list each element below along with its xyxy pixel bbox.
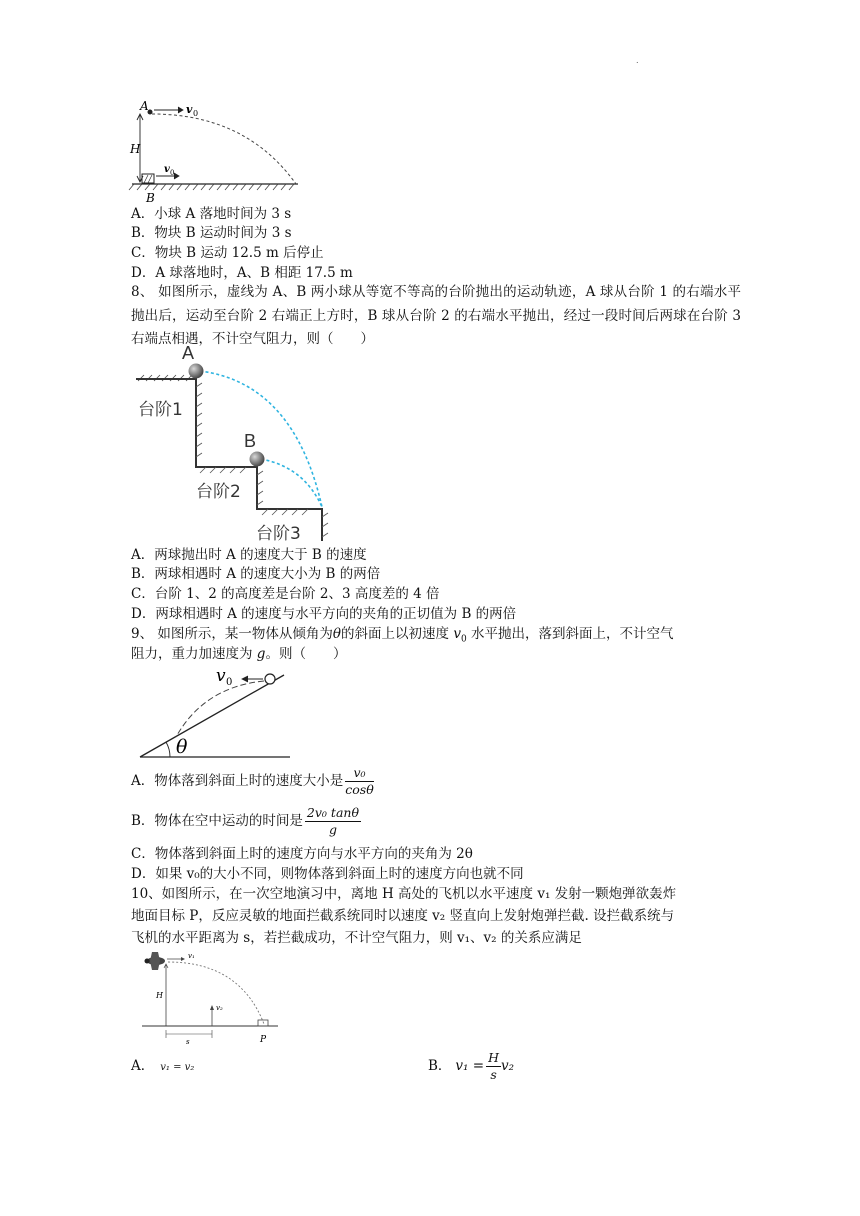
- q8-figure: [134, 343, 334, 543]
- q9-figure: [136, 665, 296, 765]
- q10-stem-line1: 10、如图所示，在一次空地演习中，离地 H 高处的飞机以水平速度 v₁ 发射一颗炮弹欲轰炸: [131, 886, 677, 902]
- q9-option-c: C．物体落到斜面上时的速度方向与水平方向的夹角为 2θ: [131, 846, 473, 862]
- q7-label-v0-top: v: [186, 103, 193, 116]
- q9-label-theta: θ: [176, 736, 188, 758]
- q7-label-v0-bottom-sub: 0: [170, 169, 175, 177]
- q9-label-v0-sub: 0: [226, 677, 233, 688]
- q7-option-d: D．A 球落地时，A、B 相距 17.5 m: [131, 265, 353, 281]
- q7-label-B: B: [146, 191, 155, 205]
- q7-label-H: H: [130, 142, 141, 156]
- q9-option-a: A．物体落到斜面上时的速度大小是 $\frac{\text{v₀}}{\cos\theta}$: [131, 765, 374, 797]
- q10-option-b: B． v₁ = $\frac{H}{s}$ v₂: [428, 1050, 515, 1082]
- q9-option-b: B．物体在空中运动的时间是 $\frac{\text{2v₀ tanθ}}{g}$: [131, 805, 359, 837]
- q8-stem: 8、 如图所示，虚线为 A、B 两小球从等宽不等高的台阶抛出的运动轨迹，A 球从台阶 1 的右端水平抛出后，运动至台阶 2 右端正上方时，B 球从台阶 2 的右端水平抛出，经过一段时间后两球在台阶 3 右端点相遇，不计空气阻力，则（ ）: [131, 284, 741, 347]
- q10-label-v2: v₂: [216, 1004, 223, 1012]
- q9-option-d: D．如果 v₀的大小不同，则物体落到斜面上时的速度方向也就不同: [131, 866, 524, 882]
- q7-option-b: B．物块 B 运动时间为 3 s: [131, 225, 292, 241]
- header-mark: .: [636, 56, 639, 65]
- q7-option-c: C．物块 B 运动 12.5 m 后停止: [131, 245, 324, 261]
- q9-stem-line2: 阻力，重力加速度为 g。则（ ）: [131, 646, 347, 662]
- q10-stem-line2: 地面目标 P，反应灵敏的地面拦截系统同时以速度 v₂ 竖直向上发射炮弹拦截. 设拦截系统与: [131, 908, 675, 924]
- q7-label-v0-top-sub: 0: [193, 109, 199, 118]
- q8-label-A: A: [182, 343, 195, 363]
- q8-option-c: C．台阶 1、2 的高度差是台阶 2、3 高度差的 4 倍: [131, 586, 440, 602]
- q8-ball-b: [250, 452, 265, 467]
- q7-option-a: A．小球 A 落地时间为 3 s: [131, 206, 292, 222]
- q8-option-d: D．两球相遇时 A 的速度与水平方向的夹角的正切值为 B 的两倍: [131, 606, 517, 622]
- q8-option-a: A．两球抛出时 A 的速度大于 B 的速度: [131, 547, 367, 563]
- q10-figure: [140, 948, 282, 1046]
- q7-label-v0-bottom: v: [164, 164, 170, 175]
- q10-option-a: A． v₁ = v₂: [131, 1058, 195, 1074]
- q8-option-b: B．两球相遇时 A 的速度大小为 B 的两倍: [131, 566, 381, 582]
- q9-stem-line1: 9、 如图所示，某一物体从倾角为θ的斜面上以初速度 $v_0$ 水平抛出，落到斜面上，不计空气: [131, 626, 674, 645]
- q10-label-H: H: [156, 991, 163, 1000]
- q10-label-s: s: [186, 1038, 190, 1046]
- q8-label-step1: 台阶1: [138, 400, 183, 420]
- q9-label-v0: v: [216, 666, 226, 686]
- q10-stem-line3: 飞机的水平距离为 s，若拦截成功，不计空气阻力，则 v₁、v₂ 的关系应满足: [131, 930, 582, 946]
- airplane-icon: [145, 952, 166, 970]
- q8-label-B: B: [244, 431, 257, 451]
- q8-label-step2: 台阶2: [196, 482, 241, 502]
- q8-ball-a: [189, 364, 204, 379]
- q7-figure: [126, 96, 306, 208]
- q10-label-v1: v₁: [188, 952, 195, 960]
- q8-label-step3: 台阶3: [256, 524, 301, 543]
- q10-label-P: P: [260, 1035, 267, 1045]
- q7-label-A: A: [140, 99, 149, 113]
